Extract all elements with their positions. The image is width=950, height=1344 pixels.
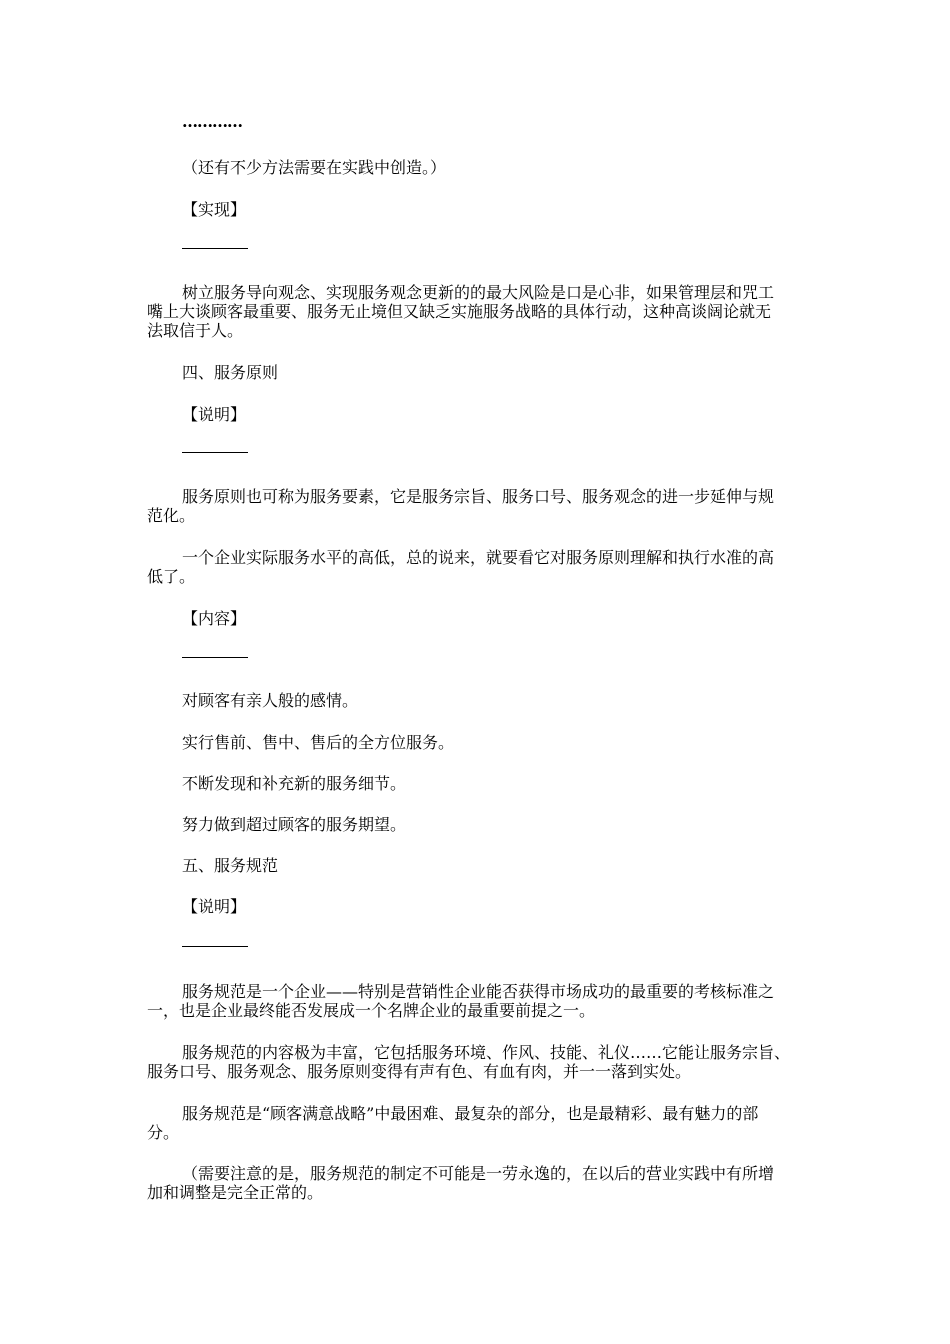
heading-content: 【内容】 (182, 609, 247, 628)
paragraph-line: 服务规范的内容极为丰富，它包括服务环境、作风、技能、礼仪……它能让服务宗旨、 (182, 1043, 791, 1062)
paragraph-line: 一，也是企业最终能否发展成一个名牌企业的最重要前提之一。 (147, 1001, 596, 1020)
section-title-principles: 四、服务原则 (182, 363, 279, 382)
heading-underline (182, 657, 248, 658)
paragraph-norm-2 (147, 1043, 807, 1081)
paragraph-line: 范化。 (147, 506, 196, 525)
paragraph-line: 树立服务导向观念、实现服务观念更新的的最大风险是口是心非，如果管理层和咒工 (182, 283, 775, 302)
paragraph-principle-1 (147, 487, 807, 525)
paragraph-line: 加和调整是完全正常的。 (147, 1183, 324, 1202)
paragraph-line: 服务口号、服务观念、服务原则变得有声有色、有血有肉，并一一落到实处。 (147, 1062, 692, 1081)
paragraph-line: 一个企业实际服务水平的高低，总的说来，就要看它对服务原则理解和执行水准的高 (182, 548, 775, 567)
paragraph-line: 嘴上大谈顾客最重要、服务无止境但又缺乏实施服务战略的具体行动，这种高谈阔论就无 (147, 302, 772, 321)
paragraph-line: （需要注意的是，服务规范的制定不可能是一劳永逸的，在以后的营业实践中有所增 (182, 1164, 775, 1183)
paragraph-norm-3 (147, 1104, 807, 1142)
paragraph-principle-2 (147, 548, 807, 586)
paragraph-realize (147, 283, 807, 340)
section-title-norms: 五、服务规范 (182, 856, 279, 875)
paragraph-line: 分。 (147, 1123, 180, 1142)
paragraph-line: 服务规范是一个企业——特别是营销性企业能否获得市场成功的最重要的考核标准之 (182, 982, 775, 1001)
heading-explain: 【说明】 (182, 897, 247, 916)
heading-underline (182, 248, 248, 249)
heading-realize: 【实现】 (182, 200, 247, 219)
paragraph-norm-1 (147, 982, 807, 1020)
heading-underline (182, 946, 248, 947)
heading-explain: 【说明】 (182, 405, 247, 424)
paragraph-norm-4 (147, 1164, 807, 1202)
list-item: 实行售前、售中、售后的全方位服务。 (182, 733, 455, 752)
paragraph-line: 服务规范是“顾客满意战略”中最困难、最复杂的部分，也是最精彩、最有魅力的部 (182, 1104, 759, 1123)
list-item: 不断发现和补充新的服务细节。 (182, 774, 407, 793)
note-methods: （还有不少方法需要在实践中创造。） (182, 158, 447, 177)
list-item: 努力做到超过顾客的服务期望。 (182, 815, 407, 834)
paragraph-line: 服务原则也可称为服务要素，它是服务宗旨、服务口号、服务观念的进一步延伸与规 (182, 487, 775, 506)
heading-underline (182, 452, 248, 453)
paragraph-line: 法取信于人。 (147, 321, 244, 340)
ellipsis: ………… (182, 112, 242, 131)
paragraph-line: 低了。 (147, 567, 196, 586)
list-item: 对顾客有亲人般的感情。 (182, 691, 359, 710)
